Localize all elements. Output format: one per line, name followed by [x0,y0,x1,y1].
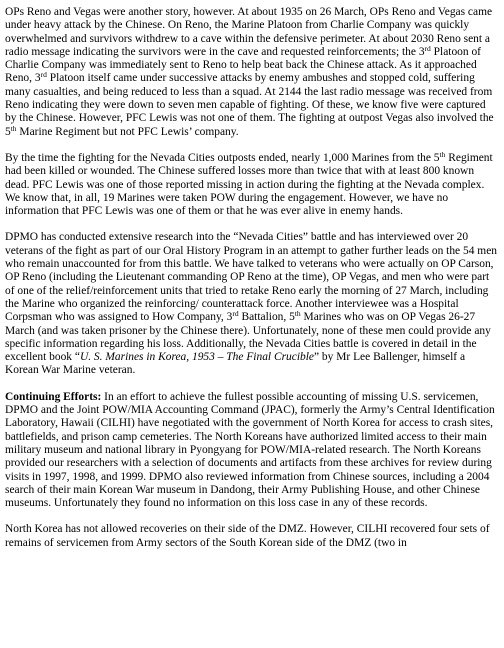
text-run: By the time the fighting for the Nevada Cities outposts ended, nearly 1,000 Marines from the 5 [5,151,440,164]
text-run: Platoon itself came under successive attacks by enemy ambushes and stopped cold, suffering many casualties, and being reduced to less than a squad. At 2144 the last radio message was received from Reno indicating they were down to seven men capable of fighting. Of these, we know five were captured by the Chinese. However, PFC Lewis was not one of them. The fighting at outpost Vegas also involved the 5 [5,72,494,138]
text-run: Marine Regiment but not PFC Lewis’ company. [16,125,239,138]
section-heading: Continuing Efforts: [5,390,102,403]
text-run: Marines who was on OP Vegas 26-27 March (and was taken prisoner by the Chinese there). Unfortunately, none of these men could provide any specific information regarding his loss. Additionally, the Nevada Cities battle is covered in detail in the excellent book “ [5,311,491,364]
text-run: North Korea has not allowed recoveries on their side of the DMZ. However, CILHI recovered four sets of remains of servicemen from Army sectors of the South Korean side of the DMZ (two in [5,523,490,549]
ordinal-superscript: th [10,123,17,133]
paragraph-reno-vegas-attack [5,6,498,139]
text-run: In an effort to achieve the fullest possible accounting of missing U.S. servicemen, DPMO and the Joint POW/MIA Accounting Command (JPAC), formerly the Army’s Central Identification Laboratory, Hawaii (CILHI) have negotiated with the government of North Korea for access to crash sites, battlefields, and prison camp cemeteries. The North Koreans have authorized limited access to their main military museum and national library in Pyongyang for POW/MIA-related research. The North Koreans provided our researchers with a selection of documents and artifacts from these archives for review during visits in 1997, 1998, and 1999. DPMO also reviewed information from Chinese sources, including a 2004 search of their main Korean War museum in Dandong, their Army Publishing House, and other Chinese museums. Unfortunately they found no information on this loss case in any of these records. [5,390,495,510]
text-run: Battalion, 5 [238,311,295,324]
text-run: Platoon of Charlie Company was immediately sent to Reno to help beat back the Chinese attack. As it approached Reno, 3 [5,45,481,85]
book-title: U. S. Marines in Korea, 1953 – The Final Crucible [79,351,314,364]
text-run: OPs Reno and Vegas were another story, however. At about 1935 on 26 March, OPs Reno and Vegas came under heavy attack by the Chinese. On Reno, the Marine Platoon from Charlie Company was quickly overwhelmed and survivors withdrew to a cave within the defensive perimeter. At about 2030 Reno sent a radio message indicating the survivors were in the cave and requested reinforcements; the 3 [5,6,493,58]
ordinal-superscript: rd [40,70,47,80]
paragraph-casualties [5,149,498,218]
ordinal-superscript: rd [232,309,239,319]
text-run: DPMO has conducted extensive research into the “Nevada Cities” battle and has interviewed over 20 veterans of the fight as part of our Oral History Program in an attempt to gather further leads on the 54 men who remain unaccounted for from this battle. We have talked to veterans who were actually on OP Carson, OP Reno (including the Lieutenant commanding OP Reno at the time), OP Vegas, and men who were part of one of the relief/reinforcement units that tried to retake Reno early the morning of 27 March, including the Marine who organized the reinforcing/ counterattack force. Another interviewee was a Hospital Corpsman who was assigned to How Company, 3 [5,231,497,324]
paragraph-dpmo-research [5,231,498,377]
text-run: ” by Mr Lee Ballenger, himself a Korean War Marine veteran. [5,351,466,377]
ordinal-superscript: th [294,309,301,319]
ordinal-superscript: th [439,149,446,159]
paragraph-continuing-efforts [5,391,498,511]
paragraph-dmz-recoveries [5,523,498,550]
text-run: Regiment had been killed or wounded. The Chinese suffered losses more than twice that with at least 800 known dead. PFC Lewis was one of those reported missing in action during the fighting at the Nevada complex. We know that, in all, 19 Marines were taken POW during the engagement. However, we have no information that PFC Lewis was one of them or that he was ever alive in enemy hands. [5,151,493,218]
ordinal-superscript: rd [424,43,431,53]
